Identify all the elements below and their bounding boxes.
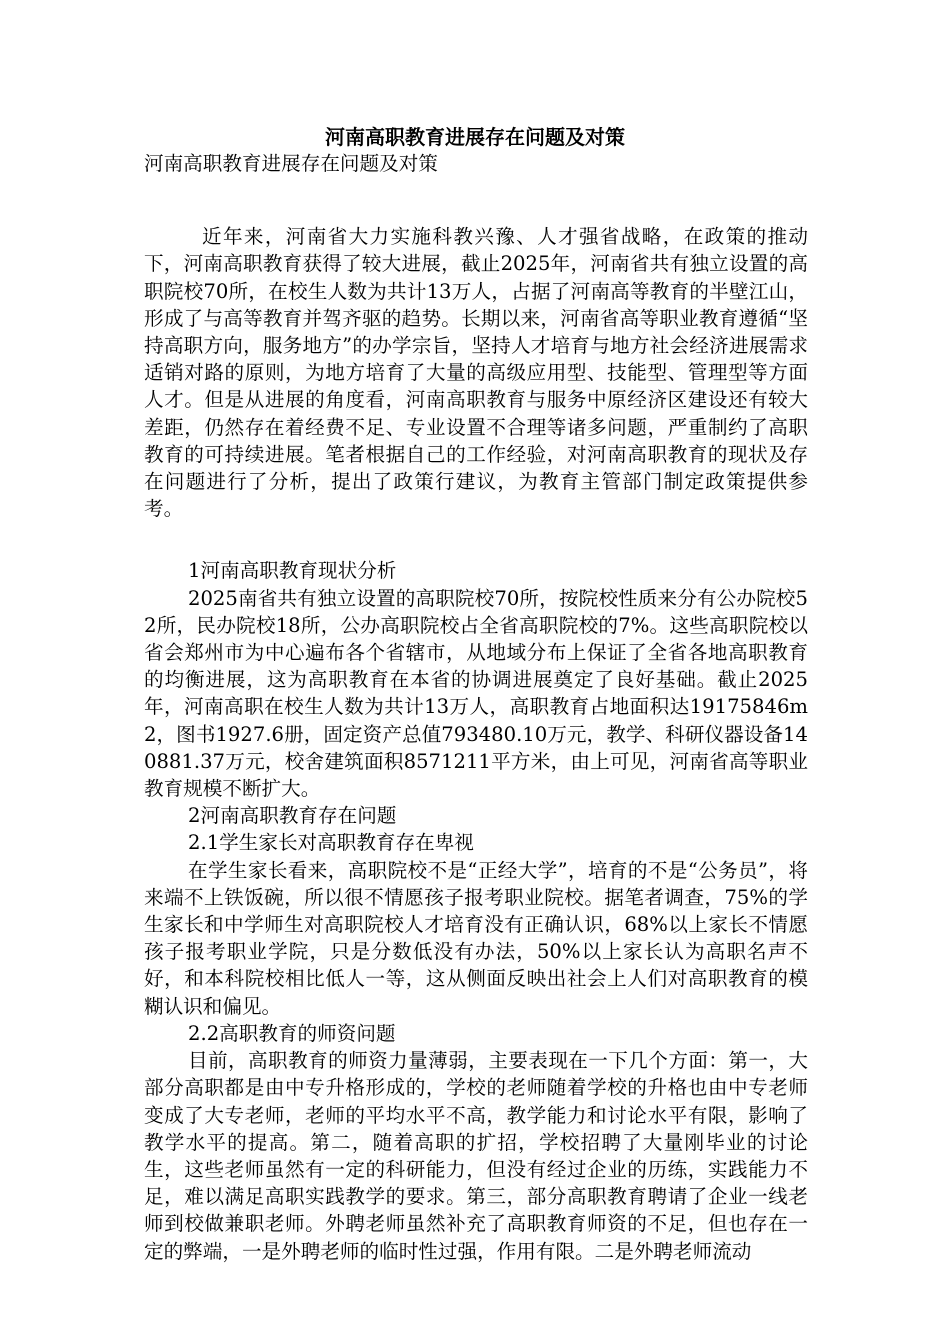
document-body [144,150,808,1265]
document-title: 河南高职教育进展存在问题及对策 [325,125,625,149]
section-heading-1: 1河南高职教育现状分析 [188,559,397,583]
section-1-paragraph: 2025南省共有独立设置的高职院校70所，按院校性质来分有公办院校52所，民办院校18所，公办高职院校占全省高职院校的7%。这些高职院校以省会郑州市为中心遍布各个省辖市，从地域分布上保证了全省各地高职教育的均衡进展，这为高职教育在本省的协调进展奠定了良好基础。截止2025年，河南高职在校生人数为共计13万人，高职教育占地面积达19175846m2，图书1927.6册，固定资产总值793480.10万元，教学、科研仪器设备140881.37万元，校舍建筑面积8571211平方米，由上可见，河南省高等职业教育规模不断扩大。 [144,586,808,801]
intro-paragraph: 近年来，河南省大力实施科教兴豫、人才强省战略，在政策的推动下，河南高职教育获得了较大进展，截止2025年，河南省共有独立设置的高职院校70所，在校生人数为共计13万人，占据了河南高等教育的半壁江山，形成了与高等教育并驾齐驱的趋势。长期以来，河南省高等职业教育遵循“坚持高职方向，服务地方”的办学宗旨，坚持人才培育与地方社会经济进展需求适销对路的原则，为地方培育了大量的高级应用型、技能型、管理型等方面人才。但是从进展的角度看，河南高职教育与服务中原经济区建设还有较大差距，仍然存在着经费不足、专业设置不合理等诸多问题，严重制约了高职教育的可持续进展。笔者根据自己的工作经验，对河南高职教育的现状及存在问题进行了分析，提出了政策行建议，为教育主管部门制定政策提供参考。 [144,225,808,521]
subsection-2-2-paragraph: 目前，高职教育的师资力量薄弱，主要表现在一下几个方面：第一，大部分高职都是由中专升格形成的，学校的老师随着学校的升格也由中专老师变成了大专老师，老师的平均水平不高，教学能力和讨论水平有限，影响了教学水平的提高。第二，随着高职的扩招，学校招聘了大量刚毕业的讨论生，这些老师虽然有一定的科研能力，但没有经过企业的历练，实践能力不足，难以满足高职实践教学的要求。第三，部分高职教育聘请了企业一线老师到校做兼职老师。外聘老师虽然补充了高职教育师资的不足，但也存在一定的弊端，一是外聘老师的临时性过强，作用有限。二是外聘老师流动 [144,1049,808,1263]
subsection-2-1-paragraph: 在学生家长看来，高职院校不是“正经大学”，培育的不是“公务员”，将来端不上铁饭碗，所以很不情愿孩子报考职业院校。据笔者调查，75%的学生家长和中学师生对高职院校人才培育没有正确认识，68%以上家长不情愿孩子报考职业学院，只是分数低没有办法，50%以上家长认为高职名声不好，和本科院校相比低人一等，这从侧面反映出社会上人们对高职教育的模糊认识和偏见。 [144,858,808,1018]
subsection-heading-2-1: 2.1学生家长对高职教育存在卑视 [188,831,474,855]
subsection-heading-2-2: 2.2高职教育的师资问题 [188,1021,396,1045]
section-heading-2: 2河南高职教育存在问题 [188,804,397,828]
document-subtitle: 河南高职教育进展存在问题及对策 [144,152,438,175]
